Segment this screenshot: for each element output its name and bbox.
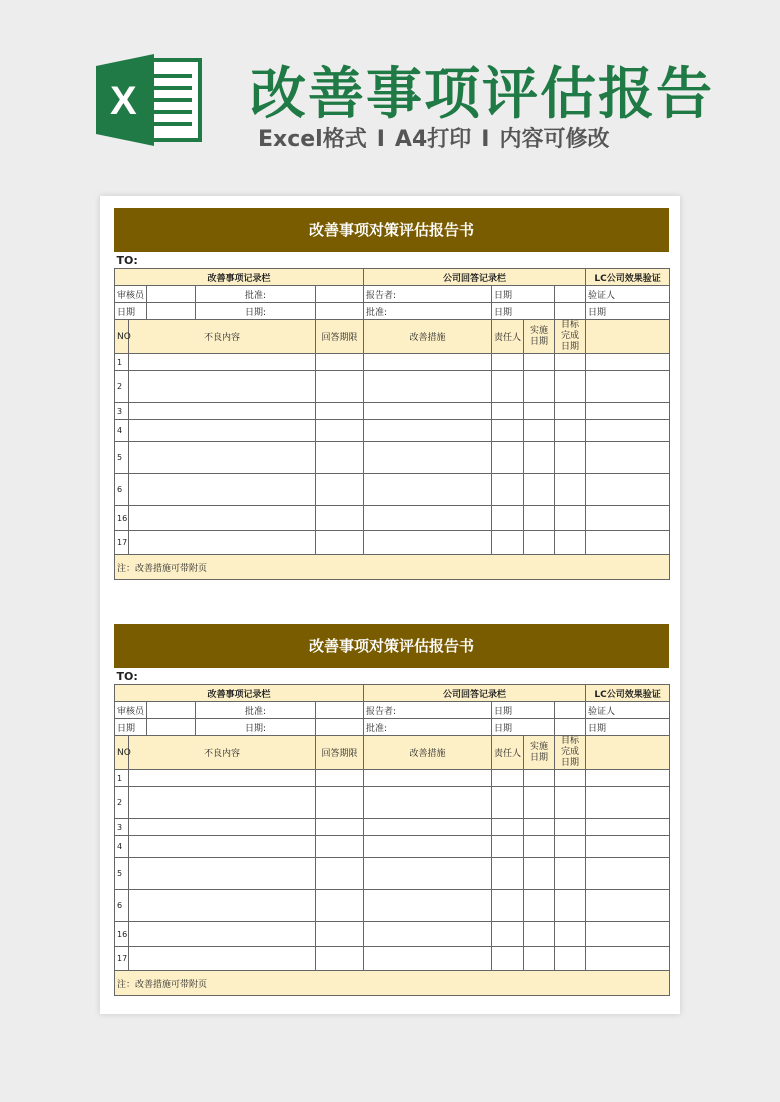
table-cell[interactable]: [316, 858, 364, 890]
table-cell[interactable]: [364, 506, 492, 531]
editable-label: 内容可修改: [499, 127, 610, 152]
table-cell[interactable]: [586, 947, 670, 971]
table-cell[interactable]: [316, 442, 364, 474]
table-row: [115, 420, 670, 442]
table-cell[interactable]: [129, 947, 316, 971]
table-cell[interactable]: [555, 947, 586, 971]
table-row: [115, 819, 670, 836]
table-cell[interactable]: [524, 474, 555, 506]
table-row: [115, 890, 670, 922]
row-number: 16: [115, 506, 129, 531]
table-cell[interactable]: [364, 371, 492, 403]
table-cell[interactable]: [364, 442, 492, 474]
verifier-label: 验证人: [586, 702, 670, 719]
table-row: [115, 403, 670, 420]
table-cell[interactable]: [364, 474, 492, 506]
table-cell[interactable]: [524, 420, 555, 442]
table-cell[interactable]: [586, 531, 670, 555]
table-cell[interactable]: [129, 531, 316, 555]
table-cell[interactable]: [316, 506, 364, 531]
table-cell[interactable]: [316, 531, 364, 555]
table-row: [115, 836, 670, 858]
table-cell[interactable]: [586, 819, 670, 836]
col-defect: 不良内容: [129, 736, 316, 770]
table-cell[interactable]: [129, 474, 316, 506]
form-table: [114, 252, 670, 580]
table-cell[interactable]: [555, 506, 586, 531]
table-cell[interactable]: [316, 371, 364, 403]
col-measure: 改善措施: [364, 736, 492, 770]
table-cell[interactable]: [129, 836, 316, 858]
page-title: 改善事项评估报告: [250, 62, 714, 127]
table-cell[interactable]: [129, 890, 316, 922]
svg-text:X: X: [110, 79, 137, 123]
table-cell[interactable]: [524, 442, 555, 474]
table-cell[interactable]: [586, 474, 670, 506]
table-cell[interactable]: [586, 354, 670, 371]
table-cell[interactable]: [524, 787, 555, 819]
table-cell[interactable]: [555, 890, 586, 922]
table-cell[interactable]: [492, 420, 524, 442]
table-cell[interactable]: [129, 403, 316, 420]
verify-date-label: 日期: [586, 303, 670, 320]
reviewer-value[interactable]: [147, 286, 196, 303]
verifier-label: 验证人: [586, 286, 670, 303]
table-cell[interactable]: [586, 770, 670, 787]
table-cell[interactable]: [555, 371, 586, 403]
table-row: [115, 787, 670, 819]
col-impl-date: 实施日期: [524, 736, 555, 770]
reply-date-value-2[interactable]: [555, 303, 586, 320]
table-cell[interactable]: [492, 506, 524, 531]
report-form-1: [114, 208, 669, 580]
table-cell[interactable]: [555, 770, 586, 787]
table-cell[interactable]: [524, 858, 555, 890]
table-cell[interactable]: [524, 890, 555, 922]
table-cell[interactable]: [492, 403, 524, 420]
table-cell[interactable]: [364, 787, 492, 819]
date-label: 日期: [115, 303, 147, 320]
table-row: [115, 531, 670, 555]
table-cell[interactable]: [586, 858, 670, 890]
table-cell[interactable]: [524, 819, 555, 836]
form-title: 改善事项对策评估报告书: [114, 208, 669, 252]
table-cell[interactable]: [586, 787, 670, 819]
excel-logo-icon: [92, 52, 204, 148]
reply-date-value[interactable]: [555, 286, 586, 303]
table-cell[interactable]: [555, 474, 586, 506]
table-row: [115, 442, 670, 474]
reply-date-label: 日期: [492, 702, 555, 719]
date-value-2[interactable]: [316, 719, 364, 736]
table-cell[interactable]: [364, 836, 492, 858]
col-no: NO: [115, 736, 129, 770]
date-value-2[interactable]: [316, 303, 364, 320]
table-row: [115, 947, 670, 971]
row-number: 3: [115, 819, 129, 836]
table-row: [115, 506, 670, 531]
approve-label: 批准:: [196, 702, 316, 719]
table-cell[interactable]: [524, 354, 555, 371]
table-row: [115, 770, 670, 787]
col-target-date: 目标完成日期: [555, 736, 586, 770]
table-cell[interactable]: [492, 890, 524, 922]
table-cell[interactable]: [364, 770, 492, 787]
reviewer-value[interactable]: [147, 702, 196, 719]
table-cell[interactable]: [555, 819, 586, 836]
col-target-date: 目标完成日期: [555, 320, 586, 354]
table-row: [115, 474, 670, 506]
document-page: [100, 196, 680, 1014]
table-cell[interactable]: [364, 922, 492, 947]
table-cell[interactable]: [364, 531, 492, 555]
table-cell[interactable]: [129, 819, 316, 836]
col-owner: 责任人: [492, 736, 524, 770]
reply-date-value-2[interactable]: [555, 719, 586, 736]
table-cell[interactable]: [492, 371, 524, 403]
table-cell[interactable]: [129, 922, 316, 947]
col-defect: 不良内容: [129, 320, 316, 354]
table-cell[interactable]: [586, 922, 670, 947]
form-body: [115, 770, 670, 971]
row-number: 4: [115, 420, 129, 442]
section-company-reply: 公司回答记录栏: [364, 685, 586, 702]
table-row: [115, 354, 670, 371]
table-cell[interactable]: [316, 947, 364, 971]
format-label: Excel格式: [258, 127, 367, 152]
table-cell[interactable]: [129, 770, 316, 787]
col-no: NO: [115, 320, 129, 354]
table-cell[interactable]: [129, 420, 316, 442]
table-cell[interactable]: [316, 787, 364, 819]
reviewer-label: 审核员: [115, 702, 147, 719]
table-cell[interactable]: [586, 371, 670, 403]
col-impl-date: 实施日期: [524, 320, 555, 354]
col-owner: 责任人: [492, 320, 524, 354]
table-cell[interactable]: [364, 403, 492, 420]
table-cell[interactable]: [524, 403, 555, 420]
row-number: 17: [115, 531, 129, 555]
table-cell[interactable]: [555, 403, 586, 420]
reporter-label: 报告者:: [364, 702, 492, 719]
to-label: TO:: [115, 668, 670, 685]
section-verification: LC公司效果验证: [586, 685, 670, 702]
to-label: TO:: [115, 252, 670, 269]
row-number: 5: [115, 858, 129, 890]
table-row: [115, 371, 670, 403]
approve-value[interactable]: [316, 286, 364, 303]
table-cell[interactable]: [129, 371, 316, 403]
table-cell[interactable]: [524, 922, 555, 947]
table-cell[interactable]: [586, 403, 670, 420]
section-verification: LC公司效果验证: [586, 269, 670, 286]
row-number: 4: [115, 836, 129, 858]
table-row: [115, 858, 670, 890]
table-cell[interactable]: [129, 787, 316, 819]
reporter-label: 报告者:: [364, 286, 492, 303]
table-cell[interactable]: [555, 836, 586, 858]
col-deadline: 回答期限: [316, 736, 364, 770]
row-number: 2: [115, 787, 129, 819]
table-cell[interactable]: [316, 819, 364, 836]
table-cell[interactable]: [524, 371, 555, 403]
table-cell[interactable]: [316, 770, 364, 787]
table-cell[interactable]: [492, 770, 524, 787]
form-note: 注：改善措施可带附页: [115, 971, 670, 996]
form-title: 改善事项对策评估报告书: [114, 624, 669, 668]
table-cell[interactable]: [316, 403, 364, 420]
table-cell[interactable]: [586, 442, 670, 474]
date-label-2: 日期:: [196, 719, 316, 736]
row-number: 16: [115, 922, 129, 947]
table-cell[interactable]: [492, 442, 524, 474]
table-cell[interactable]: [586, 890, 670, 922]
table-cell[interactable]: [555, 354, 586, 371]
reply-date-value[interactable]: [555, 702, 586, 719]
table-cell[interactable]: [524, 531, 555, 555]
page-subtitle: Excel格式 I A4打印 I 内容可修改: [258, 127, 610, 152]
table-cell[interactable]: [316, 836, 364, 858]
row-number: 17: [115, 947, 129, 971]
row-number: 2: [115, 371, 129, 403]
table-cell[interactable]: [492, 474, 524, 506]
table-cell[interactable]: [316, 922, 364, 947]
table-cell[interactable]: [524, 770, 555, 787]
table-cell[interactable]: [316, 354, 364, 371]
section-company-reply: 公司回答记录栏: [364, 269, 586, 286]
table-cell[interactable]: [524, 836, 555, 858]
form-table: [114, 668, 670, 996]
row-number: 3: [115, 403, 129, 420]
table-cell[interactable]: [492, 531, 524, 555]
table-cell[interactable]: [492, 354, 524, 371]
date-value[interactable]: [147, 719, 196, 736]
table-cell[interactable]: [586, 420, 670, 442]
table-cell[interactable]: [364, 354, 492, 371]
table-cell[interactable]: [364, 890, 492, 922]
table-cell[interactable]: [555, 531, 586, 555]
reviewer-label: 审核员: [115, 286, 147, 303]
approve-label: 批准:: [196, 286, 316, 303]
col-measure: 改善措施: [364, 320, 492, 354]
table-row: [115, 922, 670, 947]
reply-approve-label: 批准:: [364, 719, 492, 736]
table-cell[interactable]: [364, 858, 492, 890]
reply-date-label: 日期: [492, 286, 555, 303]
verify-date-label: 日期: [586, 719, 670, 736]
table-cell[interactable]: [316, 420, 364, 442]
row-number: 6: [115, 890, 129, 922]
table-cell[interactable]: [555, 442, 586, 474]
table-cell[interactable]: [492, 787, 524, 819]
report-form-2: [114, 624, 669, 996]
table-cell[interactable]: [524, 947, 555, 971]
table-cell[interactable]: [129, 354, 316, 371]
section-improvement: 改善事项记录栏: [115, 685, 364, 702]
reply-date-label-2: 日期: [492, 303, 555, 320]
row-number: 1: [115, 770, 129, 787]
date-label-2: 日期:: [196, 303, 316, 320]
table-cell[interactable]: [364, 819, 492, 836]
row-number: 6: [115, 474, 129, 506]
table-cell[interactable]: [524, 506, 555, 531]
reply-approve-label: 批准:: [364, 303, 492, 320]
table-cell[interactable]: [492, 947, 524, 971]
section-improvement: 改善事项记录栏: [115, 269, 364, 286]
paper-label: A4打印: [394, 127, 472, 152]
approve-value[interactable]: [316, 702, 364, 719]
table-cell[interactable]: [586, 836, 670, 858]
table-cell[interactable]: [555, 787, 586, 819]
date-label: 日期: [115, 719, 147, 736]
row-number: 1: [115, 354, 129, 371]
table-cell[interactable]: [364, 420, 492, 442]
date-value[interactable]: [147, 303, 196, 320]
form-body: [115, 354, 670, 555]
table-cell[interactable]: [316, 890, 364, 922]
table-cell[interactable]: [586, 506, 670, 531]
col-deadline: 回答期限: [316, 320, 364, 354]
reply-date-label-2: 日期: [492, 719, 555, 736]
table-cell[interactable]: [492, 819, 524, 836]
table-cell[interactable]: [555, 858, 586, 890]
table-cell[interactable]: [129, 442, 316, 474]
table-cell[interactable]: [316, 474, 364, 506]
table-cell[interactable]: [492, 836, 524, 858]
table-cell[interactable]: [129, 858, 316, 890]
form-note: 注：改善措施可带附页: [115, 555, 670, 580]
table-cell[interactable]: [555, 420, 586, 442]
table-cell[interactable]: [555, 922, 586, 947]
table-cell[interactable]: [364, 947, 492, 971]
table-cell[interactable]: [492, 858, 524, 890]
table-cell[interactable]: [129, 506, 316, 531]
row-number: 5: [115, 442, 129, 474]
table-cell[interactable]: [492, 922, 524, 947]
